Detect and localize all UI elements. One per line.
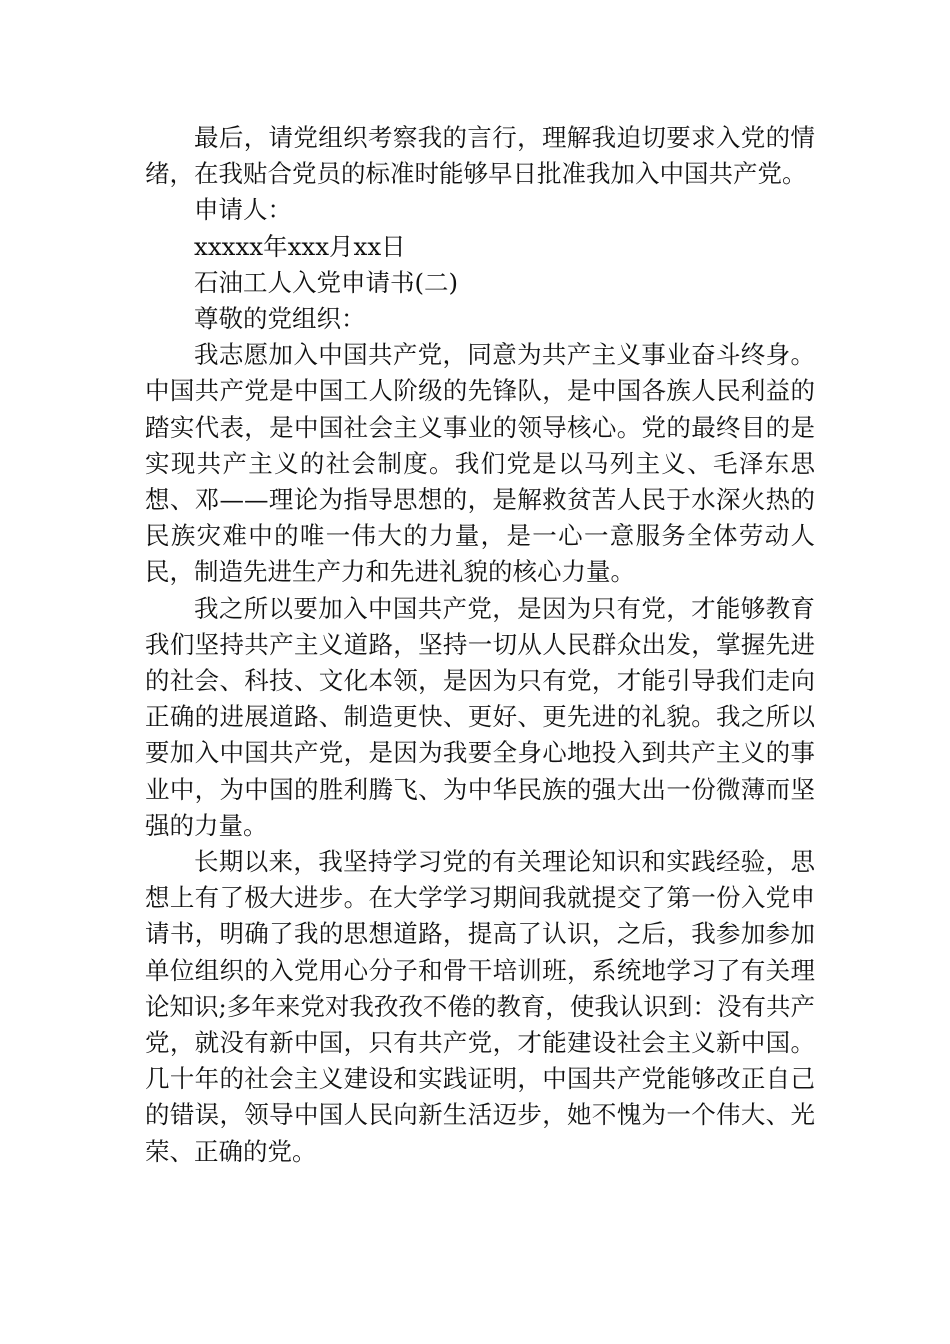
date-line: xxxxx年xxx月xx日	[194, 231, 406, 261]
paragraph-reason: 我之所以要加入中国共产党，是因为只有党，才能够教育我们坚持共产主义道路，坚持一切从人民群众出发，掌握先进的社会、科技、文化本领，是因为只有党，才能引导我们走向正确的进展道路、制造更快、更好、更先进的礼貌。我之所以要加入中国共产党，是因为我要全身心地投入到共产主义的事业中，为中国的胜利腾飞、为中华民族的强大出一份微薄而坚强的力量。	[145, 593, 815, 840]
paragraph-closing-request: 最后，请党组织考察我的言行，理解我迫切要求入党的情绪，在我贴合党员的标准时能够早日批准我加入中国共产党。	[145, 123, 815, 189]
section-title: 石油工人入党申请书(二)	[194, 267, 459, 297]
paragraph-volunteer: 我志愿加入中国共产党，同意为共产主义事业奋斗终身。中国共产党是中国工人阶级的先锋队，是中国各族人民利益的踏实代表，是中国社会主义事业的领导核心。党的最终目的是实现共产主义的社会制度。我们党是以马列主义、毛泽东思想、邓——理论为指导思想的，是解救贫苦人民于水深火热的民族灾难中的唯一伟大的力量，是一心一意服务全体劳动人民，制造先进生产力和先进礼貌的核心力量。	[145, 340, 815, 587]
document-body	[145, 120, 815, 1170]
applicant-label: 申请人：	[194, 195, 292, 225]
paragraph-study: 长期以来，我坚持学习党的有关理论知识和实践经验，思想上有了极大进步。在大学学习期间我就提交了第一份入党申请书，明确了我的思想道路，提高了认识，之后，我参加参加单位组织的入党用心分子和骨干培训班，系统地学习了有关理论知识;多年来党对我孜孜不倦的教育，使我认识到：没有共产党，就没有新中国，只有共产党，才能建设社会主义新中国。几十年的社会主义建设和实践证明，中国共产党能够改正自己的错误，领导中国人民向新生活迈步，她不愧为一个伟大、光荣、正确的党。	[145, 847, 815, 1166]
salutation: 尊敬的党组织：	[194, 304, 366, 334]
